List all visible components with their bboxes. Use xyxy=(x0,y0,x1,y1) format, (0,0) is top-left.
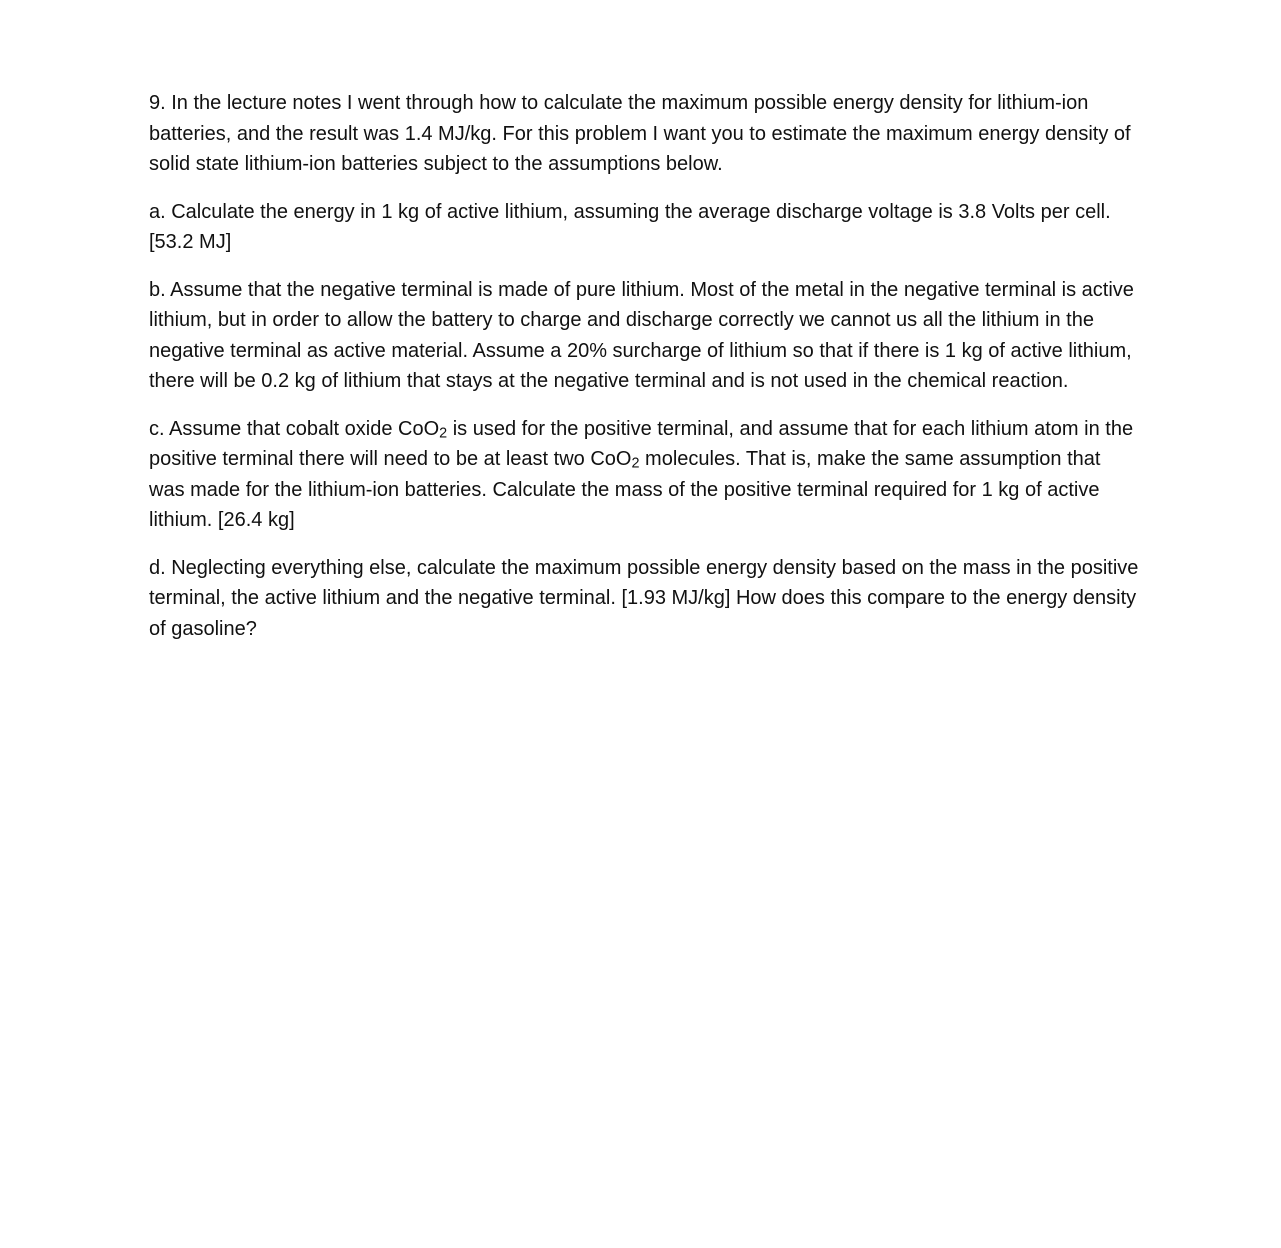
text-segment: 9. In the lecture notes I went through how to calculate the maximum possible energy density for lithium-ion batteries, and the result was 1.4 MJ/kg. For this problem I want you to estimate the maximum energy density of solid state lithium-ion batteries subject to the assumptions below. xyxy=(149,92,1131,175)
text-segment: d. Neglecting everything else, calculate the maximum possible energy density based on the mass in the positive terminal, the active lithium and the negative terminal. [1.93 MJ/kg] How does this compare to the energy density of gasoline? xyxy=(149,556,1139,640)
text-segment: is used for the positive terminal, and assume that for each lithium atom in the positive terminal there will need to be at least two CoO xyxy=(149,417,1134,470)
part-d xyxy=(149,553,1139,645)
document-page xyxy=(149,88,1139,661)
text-segment: b. Assume that the negative terminal is made of pure lithium. Most of the metal in the negative terminal is active lithium, but in order to allow the battery to charge and discharge correctly we cannot us all the lithium in the negative terminal as active material. Assume a 20% surcharge of lithium so that if there is 1 kg of active lithium, there will be 0.2 kg of lithium that stays at the negative terminal and is not used in the chemical reaction. xyxy=(149,278,1134,392)
subscript: 2 xyxy=(631,455,640,472)
part-b xyxy=(149,275,1139,397)
part-a xyxy=(149,197,1139,258)
problem-9-intro xyxy=(149,88,1139,180)
text-segment: molecules. That is, make the same assumption that was made for the lithium-ion batteries. Calculate the mass of the positive terminal required for 1 kg of active lithium. [26.4 kg] xyxy=(149,448,1101,531)
text-segment: c. Assume that cobalt oxide CoO xyxy=(149,417,440,440)
part-c xyxy=(149,414,1139,536)
subscript: 2 xyxy=(439,425,448,442)
text-segment: a. Calculate the energy in 1 kg of active lithium, assuming the average discharge voltage is 3.8 Volts per cell. [53.2 MJ] xyxy=(149,200,1111,253)
